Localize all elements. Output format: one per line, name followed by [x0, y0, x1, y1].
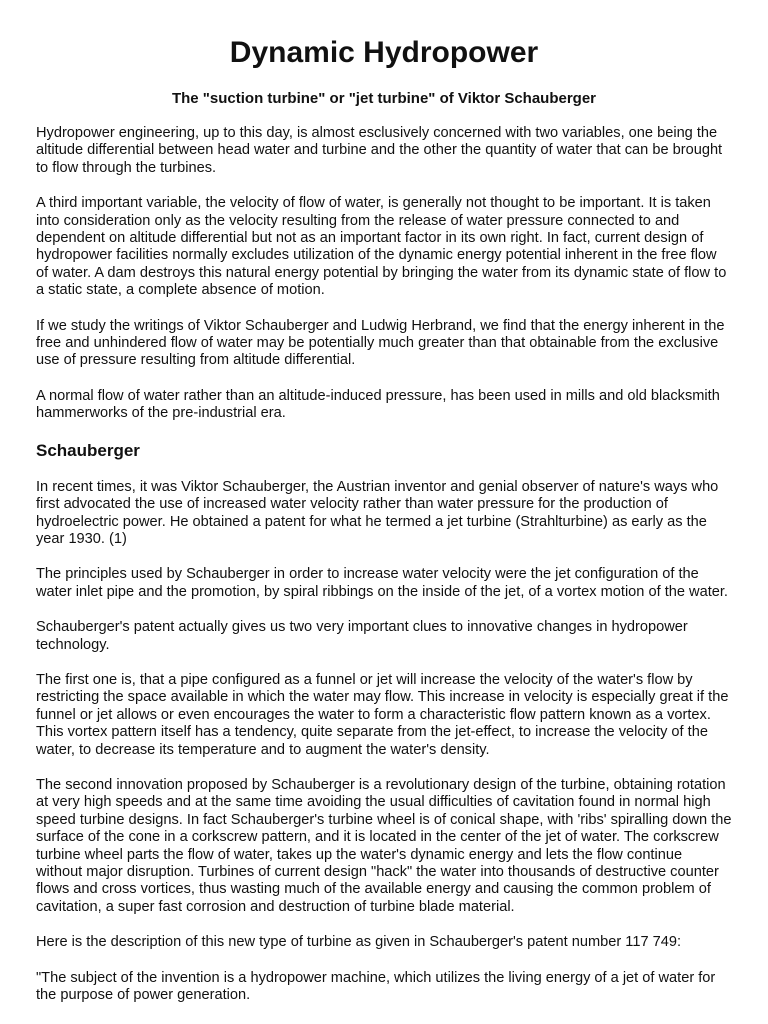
paragraph: The principles used by Schauberger in order to increase water velocity were the jet configuration of the water inlet pipe and the promotion, by spiral ribbings on the inside of the jet, of a vortex motion of the water.	[36, 566, 728, 600]
paragraph: The second innovation proposed by Schauberger is a revolutionary design of the turbine, obtaining rotation at very high speeds and at the same time avoiding the usual difficulties of cavitation found in normal high speed turbine designs. In fact Schauberger's turbine wheel is of conical shape, with 'ribs' spiralling down the surface of the cone in a corkscrew pattern, and it is located in the center of the jet of water. The corkscrew turbine wheel parts the flow of water, takes up the water's dynamic energy and lets the flow continue without major disruption. Turbines of current design "hack" the water into thousands of destructive counter flows and cross vortices, thus wasting much of the available energy and causing the common problem of cavitation, a super fast corrosion and destruction of turbine blade material.	[36, 776, 732, 915]
paragraph: Hydropower engineering, up to this day, is almost esclusively concerned with two variables, one being the altitude differential between head water and turbine and the other the quantity of water that can be brought to flow through the turbines.	[36, 125, 723, 176]
paragraph: Schauberger's patent actually gives us two very important clues to innovative changes in hydropower technology.	[36, 619, 688, 653]
section-heading: Schauberger	[36, 440, 140, 460]
document-title: Dynamic Hydropower	[229, 36, 539, 69]
intro-section	[36, 125, 732, 423]
paragraph: A third important variable, the velocity of flow of water, is generally not thought to be important. It is taken into consideration only as the velocity resulting from the release of water pressure connected to and dependent on altitude differential but not as an important factor in its own right. In fact, current design of hydropower facilities normally excludes utilization of the dynamic energy potential inherent in the free flow of water. A dam destroys this natural energy potential by bringing the water from its dynamic state of flow to a static state, a complete absence of motion.	[36, 195, 727, 299]
paragraph: Here is the description of this new type of turbine as given in Schauberger's patent number 117 749:	[36, 934, 682, 951]
schauberger-section	[36, 479, 732, 1005]
paragraph: If we study the writings of Viktor Schauberger and Ludwig Herbrand, we find that the energy inherent in the free and unhindered flow of water may be potentially much greater than that obtainable from the exclusive use of pressure resulting from altitude differential.	[36, 317, 725, 369]
document-subtitle: The "suction turbine" or "jet turbine" of Viktor Schauberger	[171, 90, 597, 107]
paragraph: The first one is, that a pipe configured as a funnel or jet will increase the velocity of the water's flow by restricting the space available in which the water may flow. This increase in velocity is especially great if the funnel or jet allows or even encourages the water to form a characteristic flow pattern known as a vortex. This vortex pattern itself has a tendency, quite separate from the jet-effect, to increase the velocity of the water, to decrease its temperature and to augment the water's density.	[36, 671, 729, 758]
paragraph: "The subject of the invention is a hydropower machine, which utilizes the living energy of a jet of water for the purpose of power generation.	[36, 969, 716, 1004]
paragraph: In recent times, it was Viktor Schauberger, the Austrian inventor and genial observer of nature's ways who first advocated the use of increased water velocity rather than water pressure for the production of hydroelectric power. He obtained a patent for what he termed a jet turbine (Strahlturbine) as early as the year 1930. (1)	[36, 478, 719, 547]
document-page	[36, 0, 732, 1022]
paragraph: A normal flow of water rather than an altitude-induced pressure, has been used in mills and old blacksmith hammerworks of the pre-industrial era.	[36, 387, 720, 422]
